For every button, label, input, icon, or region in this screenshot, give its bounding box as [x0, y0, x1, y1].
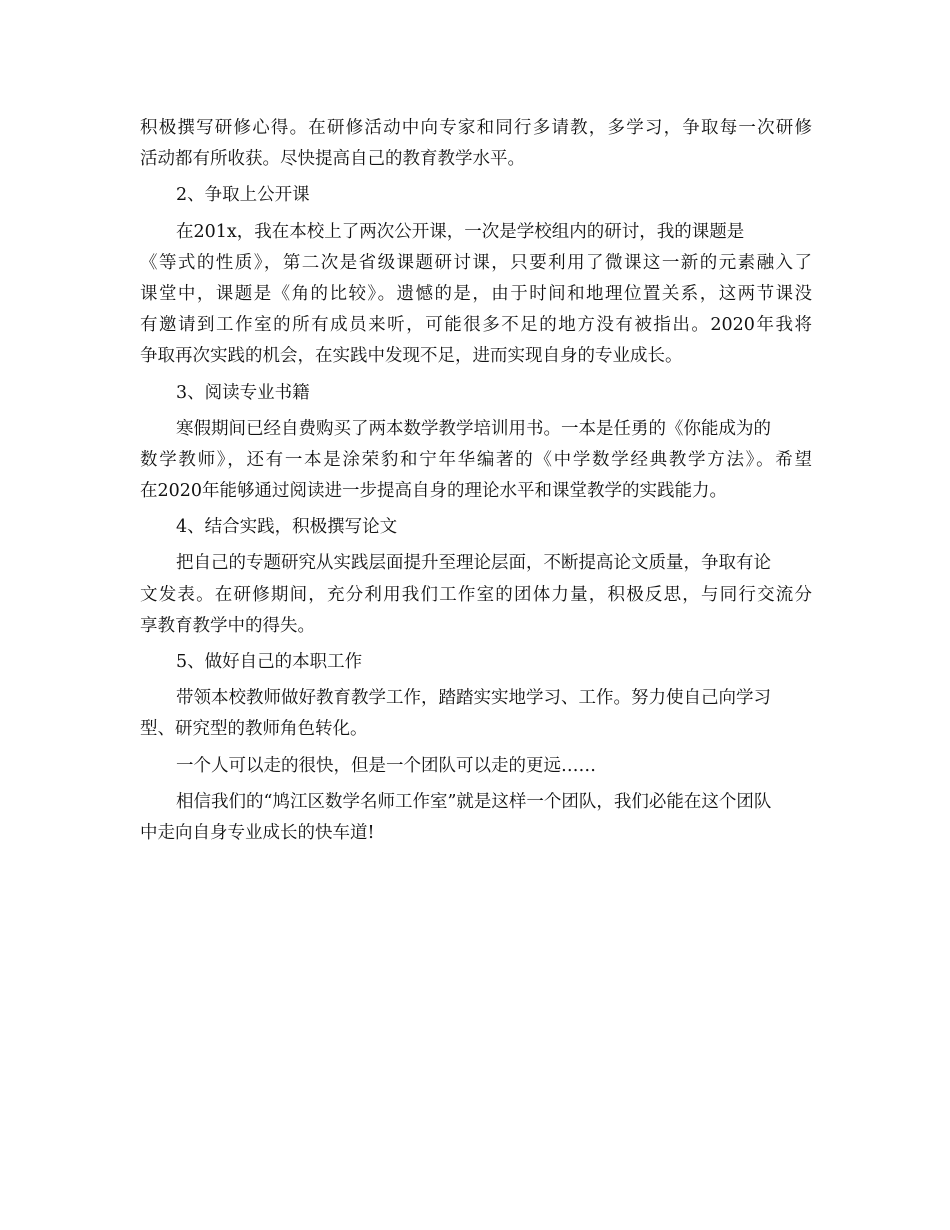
paragraph-line: 在201x，我在本校上了两次公开课，一次是学校组内的研讨，我的课题是: [176, 221, 745, 242]
paragraph-line: 一个人可以走的很快，但是一个团队可以走的更远……: [176, 755, 596, 776]
paragraph-line: 课堂中，课题是《角的比较》。遗憾的是，由于时间和地理位置关系，这两节课没: [140, 283, 812, 304]
heading-papers: [140, 512, 812, 543]
paragraph-line: 文发表。在研修期间，充分利用我们工作室的团体力量，积极反思，与同行交流分: [140, 584, 812, 605]
paragraph-papers: [140, 548, 812, 642]
paragraph-research-notes-cont: [140, 113, 812, 175]
paragraph-line: 《等式的性质》，第二次是省级课题研讨课，只要利用了微课这一新的元素融入了: [140, 252, 812, 273]
heading-open-class: [140, 180, 812, 211]
section-heading-text: 4、结合实践，积极撰写论文: [176, 517, 398, 538]
paragraph-line: 把自己的专题研究从实践层面提升至理论层面，不断提高论文质量，争取有论: [176, 553, 771, 574]
paragraph-line: 有邀请到工作室的所有成员来听，可能很多不足的地方没有被指出。2020年我将: [140, 315, 812, 336]
paragraph-line: 在2020年能够通过阅读进一步提高自身的理论水平和课堂教学的实践能力。: [140, 481, 728, 502]
section-heading-text: 2、争取上公开课: [176, 185, 310, 206]
paragraph-line: 中走向自身专业成长的快车道!: [140, 822, 375, 843]
paragraph-conclusion: [140, 787, 812, 849]
paragraph-line: 享教育教学中的得失。: [140, 615, 315, 636]
paragraph-line: 活动都有所收获。尽快提高自己的教育教学水平。: [140, 149, 525, 170]
paragraph-line: 寒假期间已经自费购买了两本数学教学培训用书。一本是任勇的《你能成为的: [176, 418, 771, 439]
paragraph-team-quote: [140, 751, 812, 782]
paragraph-line: 型、研究型的教师角色转化。: [140, 719, 368, 740]
section-heading-text: 5、做好自己的本职工作: [176, 652, 363, 672]
paragraph-line: 数学教师》，还有一本是涂荣豹和宁年华编著的《中学数学经典教学方法》。希望: [140, 449, 812, 470]
paragraph-line: 相信我们的“鸠江区数学名师工作室”就是这样一个团队，我们必能在这个团队: [176, 791, 772, 812]
paragraph-duty: [140, 683, 812, 745]
paragraph-line: 争取再次实践的机会，在实践中发现不足，进而实现自身的专业成长。: [140, 346, 683, 367]
block-spacer: [140, 849, 812, 854]
heading-duty: [140, 647, 812, 678]
paragraph-line: 带领本校教师做好教育教学工作，踏踏实实地学习、工作。努力使自己向学习: [176, 688, 771, 709]
document-page: [140, 113, 812, 854]
section-heading-text: 3、阅读专业书籍: [176, 382, 310, 403]
paragraph-reading: [140, 414, 812, 508]
paragraph-open-class: [140, 217, 812, 373]
paragraph-line: 积极撰写研修心得。在研修活动中向专家和同行多请教，多学习，争取每一次研修: [140, 118, 812, 138]
heading-reading: [140, 378, 812, 409]
